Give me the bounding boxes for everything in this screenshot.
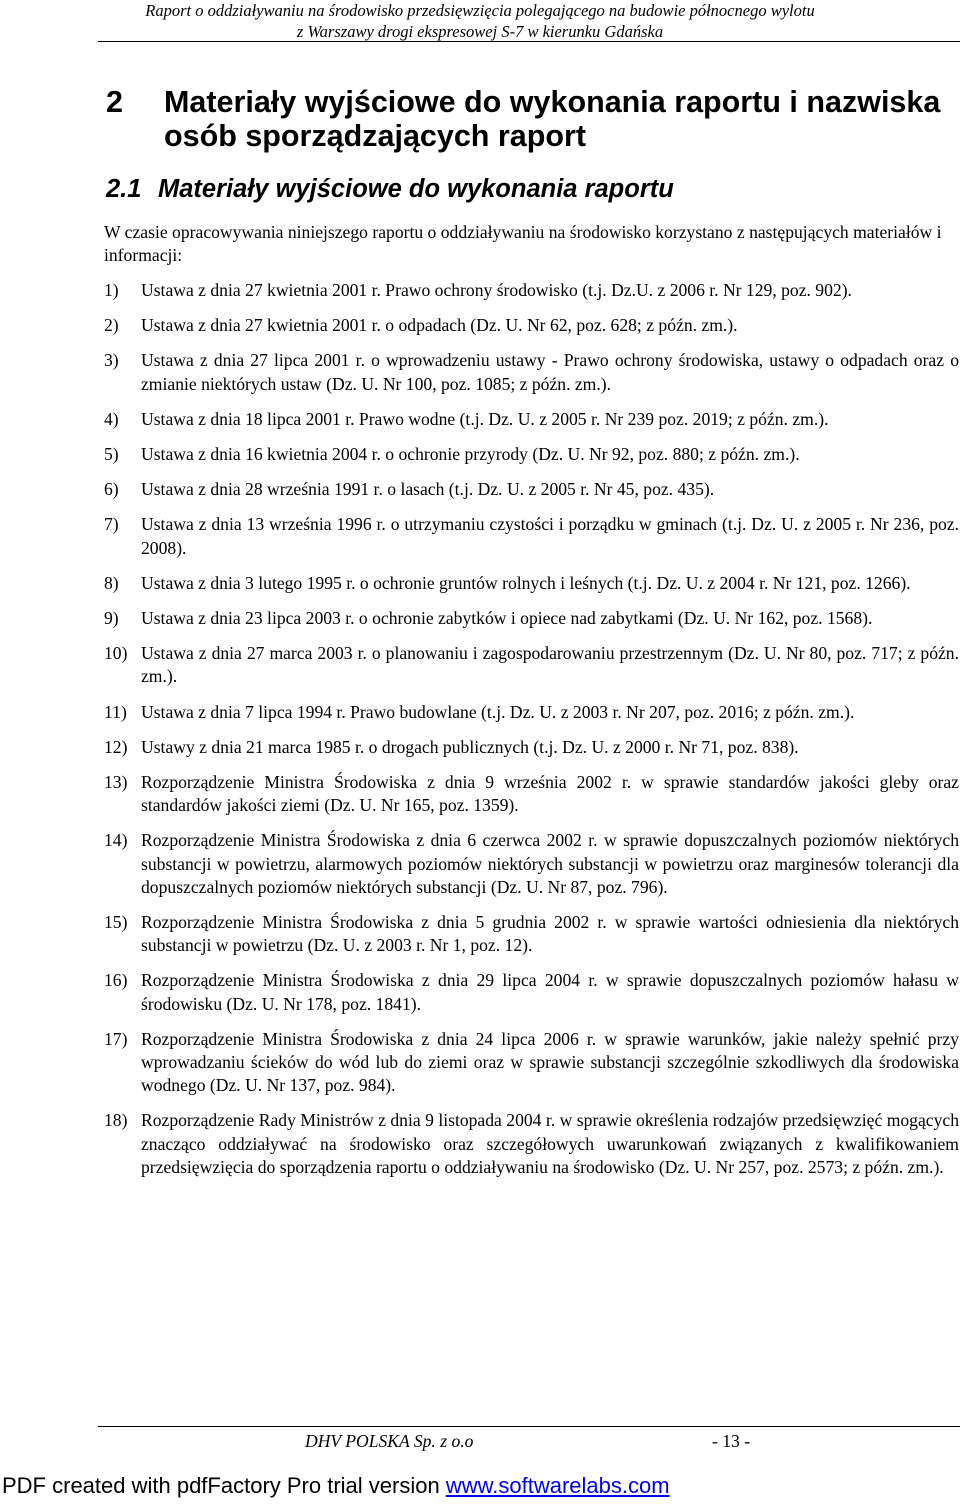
list-item bbox=[104, 701, 959, 724]
page-header bbox=[0, 0, 960, 42]
pdf-watermark-text: PDF created with pdfFactory Pro trial version bbox=[2, 1473, 446, 1498]
footer-divider bbox=[98, 1426, 960, 1427]
list-item-text: Rozporządzenie Ministra Środowiska z dnia 24 lipca 2006 r. w sprawie warunków, jakie należy spełnić przy wprowadzaniu ścieków do wód lub do ziemi oraz w sprawie substancji szczególnie szkodliwych dla środowiska wodnego (Dz. U. Nr 137, poz. 984). bbox=[141, 1028, 959, 1096]
list-item-text: Ustawa z dnia 27 lipca 2001 r. o wprowadzeniu ustawy - Prawo ochrony środowiska, ustawy o odpadach oraz o zmianie niektórych ustaw (Dz. U. Nr 100, poz. 1085; z późn. zm.). bbox=[141, 350, 959, 394]
list-item-text: Ustawa z dnia 27 kwietnia 2001 r. Prawo ochrony środowisko (t.j. Dz.U. z 2006 r. Nr 129, poz. 902). bbox=[141, 280, 852, 300]
list-item-number: 8) bbox=[104, 572, 119, 593]
list-item-number: 3) bbox=[104, 350, 119, 371]
list-item bbox=[104, 314, 959, 337]
list-item bbox=[104, 478, 959, 501]
list-item bbox=[104, 829, 959, 899]
header-line-1: Raport o oddziaływaniu na środowisko przedsięwzięcia polegającego na budowie północnego wylotu bbox=[145, 1, 815, 20]
list-item-text: Ustawa z dnia 28 września 1991 r. o lasach (t.j. Dz. U. z 2005 r. Nr 45, poz. 435). bbox=[141, 479, 715, 500]
list-item-text: Ustawa z dnia 7 lipca 1994 r. Prawo budowlane (t.j. Dz. U. z 2003 r. Nr 207, poz. 2016; z późn. zm.). bbox=[141, 701, 855, 722]
list-item-number: 15) bbox=[104, 912, 128, 933]
list-item-text: Rozporządzenie Ministra Środowiska z dnia 9 września 2002 r. w sprawie standardów jakości gleby oraz standardów jakości ziemi (Dz. U. Nr 165, poz. 1359). bbox=[141, 772, 959, 816]
list-item bbox=[104, 513, 959, 559]
list-item-number: 17) bbox=[104, 1028, 128, 1049]
list-item bbox=[104, 1028, 959, 1098]
subsection-title: Materiały wyjściowe do wykonania raportu bbox=[158, 175, 674, 203]
list-item bbox=[104, 771, 959, 817]
list-item-number: 12) bbox=[104, 736, 128, 757]
list-item-number: 4) bbox=[104, 408, 119, 429]
list-item-number: 10) bbox=[104, 643, 128, 664]
list-item-text: Ustawa z dnia 27 marca 2003 r. o planowaniu i zagospodarowaniu przestrzennym (Dz. U. Nr 80, poz. 717; z późn. zm.). bbox=[141, 643, 959, 687]
list-item-text: Ustawa z dnia 3 lutego 1995 r. o ochronie gruntów rolnych i leśnych (t.j. Dz. U. z 2004 r. Nr 121, poz. 1266). bbox=[141, 572, 911, 593]
list-item-number: 11) bbox=[104, 701, 127, 722]
footer-company: DHV POLSKA Sp. z o.o bbox=[305, 1431, 474, 1451]
list-item bbox=[104, 736, 959, 759]
subsection-number: 2.1 bbox=[106, 175, 142, 203]
list-item-text: Rozporządzenie Ministra Środowiska z dnia 5 grudnia 2002 r. w sprawie wartości odniesienia dla niektórych substancji w powietrzu (Dz. U. z 2003 r. Nr 1, poz. 12). bbox=[141, 912, 959, 956]
pdf-watermark bbox=[2, 1472, 670, 1500]
header-line-2: z Warszawy drogi ekspresowej S-7 w kierunku Gdańska bbox=[296, 22, 664, 41]
list-item bbox=[104, 1109, 959, 1179]
list-item-text: Rozporządzenie Ministra Środowiska z dnia 6 czerwca 2002 r. w sprawie dopuszczalnych poziomów niektórych substancji w powietrzu, alarmowych poziomów niektórych substancji w powietrzu oraz marginesów tolerancji dla dopuszczalnych poziomów niektórych substancji (Dz. U. Nr 87, poz. 796). bbox=[141, 830, 959, 897]
list-item-text: Ustawa z dnia 23 lipca 2003 r. o ochronie zabytków i opiece nad zabytkami (Dz. U. Nr 162, poz. 1568). bbox=[141, 608, 873, 629]
list-item-number: 2) bbox=[104, 315, 119, 336]
list-item-number: 14) bbox=[104, 830, 128, 851]
pdf-watermark-link[interactable]: www.softwarelabs.com bbox=[445, 1473, 670, 1498]
list-item-number: 16) bbox=[104, 970, 128, 991]
list-item bbox=[104, 279, 959, 302]
list-item bbox=[104, 408, 959, 431]
list-item-number: 1) bbox=[104, 280, 119, 300]
list-item-text: Ustawa z dnia 16 kwietnia 2004 r. o ochronie przyrody (Dz. U. Nr 92, poz. 880; z późn. zm.). bbox=[141, 444, 800, 465]
list-item-number: 6) bbox=[104, 479, 119, 500]
list-item-text: Ustawy z dnia 21 marca 1985 r. o drogach publicznych (t.j. Dz. U. z 2000 r. Nr 71, poz. 838). bbox=[141, 736, 799, 757]
list-item bbox=[104, 969, 959, 1015]
list-item-number: 13) bbox=[104, 772, 128, 793]
list-item bbox=[104, 443, 959, 466]
list-item bbox=[104, 911, 959, 957]
intro-paragraph: W czasie opracowywania niniejszego raportu o oddziaływaniu na środowisko korzystano z następujących materiałów i informacji: bbox=[104, 222, 942, 265]
list-item-number: 18) bbox=[104, 1110, 128, 1131]
list-item-number: 5) bbox=[104, 444, 119, 465]
list-item-number: 9) bbox=[104, 608, 119, 629]
header-divider bbox=[98, 41, 960, 42]
list-item bbox=[104, 572, 959, 595]
page-number: - 13 - bbox=[712, 1431, 751, 1451]
list-item-text: Rozporządzenie Rady Ministrów z dnia 9 listopada 2004 r. w sprawie określenia rodzajów przedsięwzięć mogących znacząco oddziaływać na środowisko oraz szczegółowych uwarunkowań związanych z kwalifikowaniem przedsięwzięcia do sporządzenia raportu o oddziaływaniu na środowisko (Dz. U. Nr 257, poz. 2573; z późn. zm.). bbox=[141, 1110, 959, 1177]
list-item-text: Rozporządzenie Ministra Środowiska z dnia 29 lipca 2004 r. w sprawie dopuszczalnych poziomów hałasu w środowisku (Dz. U. Nr 178, poz. 1841). bbox=[141, 970, 959, 1014]
list-item-text: Ustawa z dnia 27 kwietnia 2001 r. o odpadach (Dz. U. Nr 62, poz. 628; z późn. zm.). bbox=[141, 315, 738, 336]
section-number: 2 bbox=[106, 85, 123, 119]
list-item bbox=[104, 607, 959, 630]
section-title: Materiały wyjściowe do wykonania raportu i nazwiska osób sporządzających raport bbox=[164, 85, 941, 153]
list-item bbox=[104, 642, 959, 688]
list-item bbox=[104, 349, 959, 395]
list-item-text: Ustawa z dnia 18 lipca 2001 r. Prawo wodne (t.j. Dz. U. z 2005 r. Nr 239 poz. 2019; z późn. zm.). bbox=[141, 408, 829, 429]
list-item-text: Ustawa z dnia 13 września 1996 r. o utrzymaniu czystości i porządku w gminach (t.j. Dz. U. z 2005 r. Nr 236, poz. 2008). bbox=[141, 514, 959, 558]
materials-list bbox=[104, 279, 959, 1191]
list-item-number: 7) bbox=[104, 514, 119, 535]
